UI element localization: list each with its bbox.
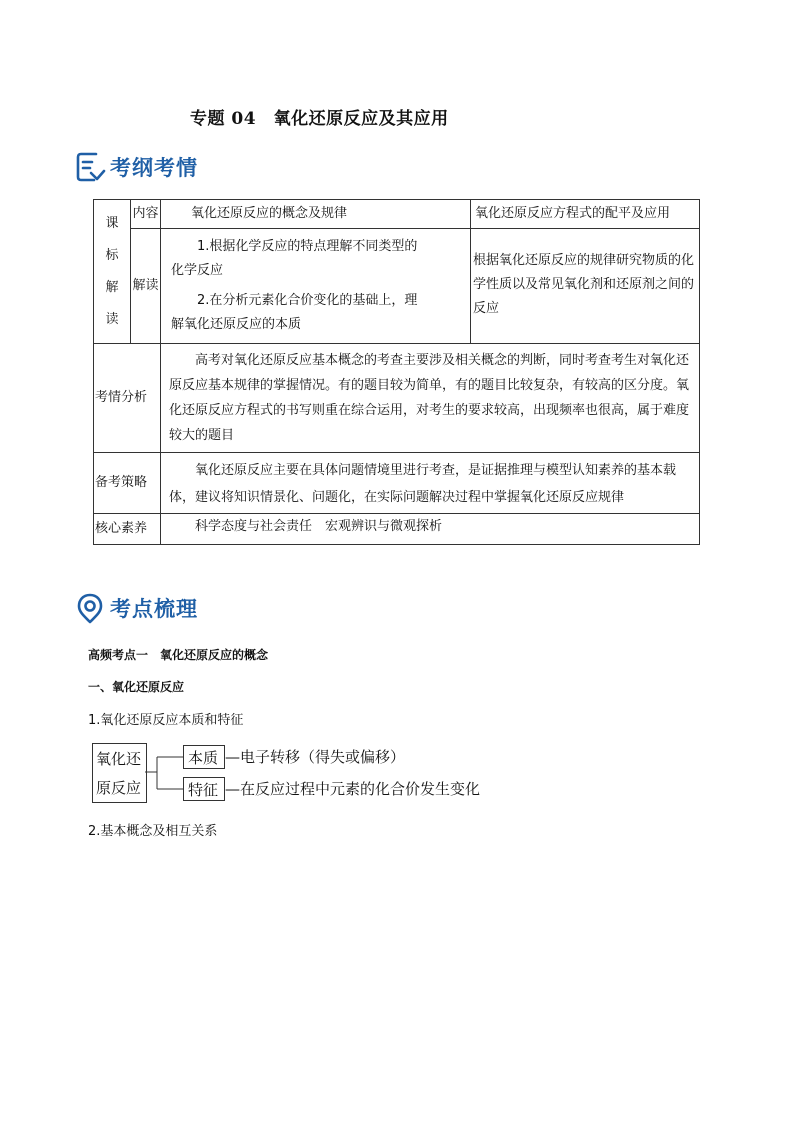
part-heading: 一、氧化还原反应 bbox=[88, 680, 185, 694]
kebiao-char: 标 bbox=[105, 247, 119, 263]
col2-content: 根据氧化还原反应的规律研究物质的化学性质以及常见氧化剂和还原剂之间的反应 bbox=[471, 229, 700, 344]
table-row bbox=[94, 344, 700, 453]
neirong-label: 内容 bbox=[131, 200, 161, 229]
hexin-text: 科学态度与社会责任 宏观辨识与微观探析 bbox=[161, 514, 700, 545]
bracket-connector bbox=[145, 743, 185, 803]
location-pin-icon bbox=[74, 592, 106, 624]
feature-box bbox=[183, 777, 225, 801]
root-box bbox=[92, 743, 147, 803]
section-title: 考纲考情 bbox=[110, 156, 198, 180]
table-row bbox=[94, 514, 700, 545]
section-header-kaodian bbox=[74, 591, 198, 625]
essence-desc: —电子转移（得失或偏移） bbox=[225, 748, 406, 766]
beikao-label: 备考策略 bbox=[94, 453, 161, 514]
kaodian-heading: 高频考点一 氧化还原反应的概念 bbox=[88, 648, 269, 662]
item-heading: 2.基本概念及相互关系 bbox=[88, 824, 218, 839]
beikao-text: 氧化还原反应主要在具体问题情境里进行考查，是证据推理与模型认知素养的基本载体，建议将知识情景化、问题化，在实际问题解决过程中掌握氧化还原反应规律 bbox=[161, 453, 700, 514]
hexin-label: 核心素养 bbox=[94, 514, 161, 545]
kebiao-char: 读 bbox=[105, 311, 119, 327]
essence-box bbox=[183, 745, 225, 769]
kebiao-char: 解 bbox=[105, 279, 119, 295]
list-icon bbox=[74, 151, 106, 183]
feature-label: 特征 bbox=[188, 781, 219, 799]
kaoqing-label: 考情分析 bbox=[94, 344, 161, 453]
kebiao-char: 课 bbox=[105, 215, 119, 231]
item-heading: 1.氧化还原反应本质和特征 bbox=[88, 713, 244, 728]
jiedu-label: 解读 bbox=[131, 229, 161, 344]
col1-item: 2.在分析元素化合价变化的基础上，理解氧化还原反应的本质 bbox=[171, 293, 418, 332]
kebiao-cell bbox=[94, 200, 131, 344]
feature-desc: —在反应过程中元素的化合价发生变化 bbox=[225, 780, 481, 798]
kaoqing-text: 高考对氧化还原反应基本概念的考查主要涉及相关概念的判断，同时考查考生对氧化还原反应基本规律的掌握情况。有的题目较为简单，有的题目比较复杂，有较高的区分度。氧化还原反应方程式的书写则重在综合运用，对考生的要求较高，出现频率也很高，属于难度较大的题目 bbox=[161, 344, 700, 453]
col2-header: 氧化还原反应方程式的配平及应用 bbox=[471, 200, 700, 229]
table-row bbox=[94, 229, 700, 344]
concept-diagram bbox=[92, 743, 512, 803]
section-header-kaogang bbox=[74, 150, 198, 184]
exam-table bbox=[93, 199, 700, 545]
page-title: 专题 04 氧化还原反应及其应用 bbox=[190, 109, 449, 129]
essence-label: 本质 bbox=[188, 749, 219, 767]
root-label-line1: 氧化还 bbox=[96, 750, 142, 768]
section-title: 考点梳理 bbox=[110, 597, 198, 621]
table-row bbox=[94, 453, 700, 514]
table-row bbox=[94, 200, 700, 229]
col1-header: 氧化还原反应的概念及规律 bbox=[161, 200, 471, 229]
col1-content bbox=[161, 229, 471, 344]
col1-item: 1.根据化学反应的特点理解不同类型的化学反应 bbox=[171, 239, 418, 278]
root-label-line2: 原反应 bbox=[96, 779, 142, 797]
